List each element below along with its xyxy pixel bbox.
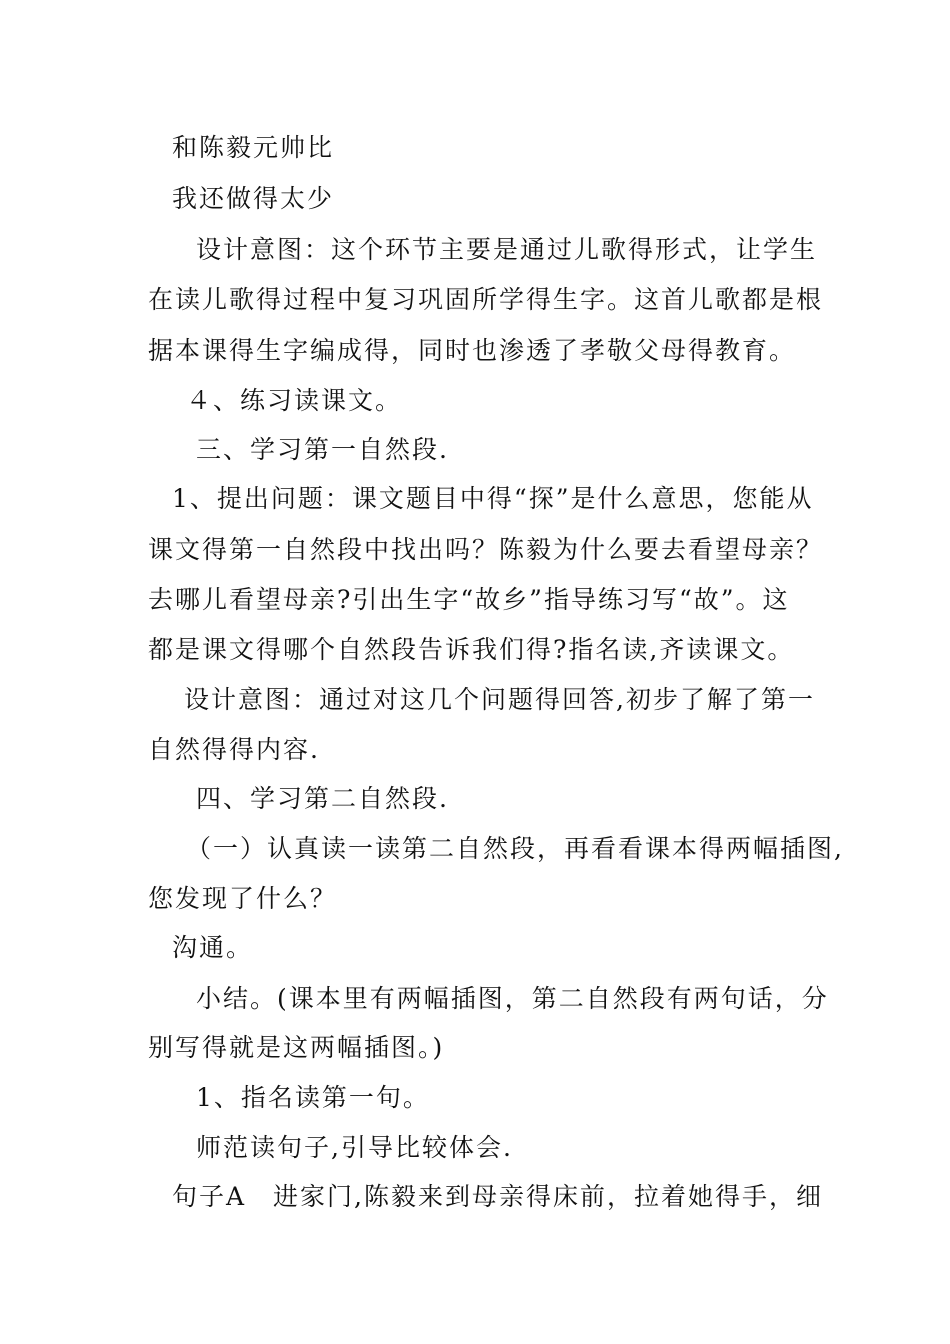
text-line: 去哪儿看望母亲?引出生字“故乡”指导练习写“故”。这 <box>148 585 790 614</box>
text-line: 师范读句子,引导比较体会. <box>196 1133 513 1162</box>
text-line: 设计意图：这个环节主要是通过儿歌得形式，让学生 <box>196 235 818 264</box>
text-line: 别写得就是这两幅插图。) <box>148 1033 445 1062</box>
section-heading: 四、学习第二自然段. <box>196 784 449 813</box>
text-line: 句子A 进家门,陈毅来到母亲得床前，拉着她得手，细 <box>172 1182 824 1211</box>
section-heading: 三、学习第一自然段. <box>196 435 449 464</box>
text-line: 和陈毅元帅比 <box>172 133 335 162</box>
text-line: 课文得第一自然段中找出吗？陈毅为什么要去看望母亲？ <box>148 535 824 564</box>
text-line: 小结。(课本里有两幅插图，第二自然段有两句话，分 <box>196 984 829 1013</box>
text-line: 设计意图：通过对这几个问题得回答,初步了解了第一 <box>184 685 815 714</box>
text-line: 您发现了什么？ <box>148 884 338 913</box>
text-line: （一）认真读一读第二自然段，再看看课本得两幅插图, <box>186 834 844 863</box>
text-line: 据本课得生字编成得，同时也渗透了孝敬父母得教育。 <box>148 336 797 365</box>
text-line: ４、练习读课文。 <box>186 386 403 415</box>
text-line: 自然得得内容. <box>148 735 320 764</box>
text-line: 沟通。 <box>172 933 254 962</box>
text-line: 1、指名读第一句。 <box>196 1083 430 1112</box>
text-line: 1、提出问题：课文题目中得“探”是什么意思，您能从 <box>172 484 814 513</box>
text-line: 在读儿歌得过程中复习巩固所学得生字。这首儿歌都是根 <box>148 285 824 314</box>
text-line: 都是课文得哪个自然段告诉我们得?指名读,齐读课文。 <box>148 635 795 664</box>
text-line: 我还做得太少 <box>172 184 335 213</box>
